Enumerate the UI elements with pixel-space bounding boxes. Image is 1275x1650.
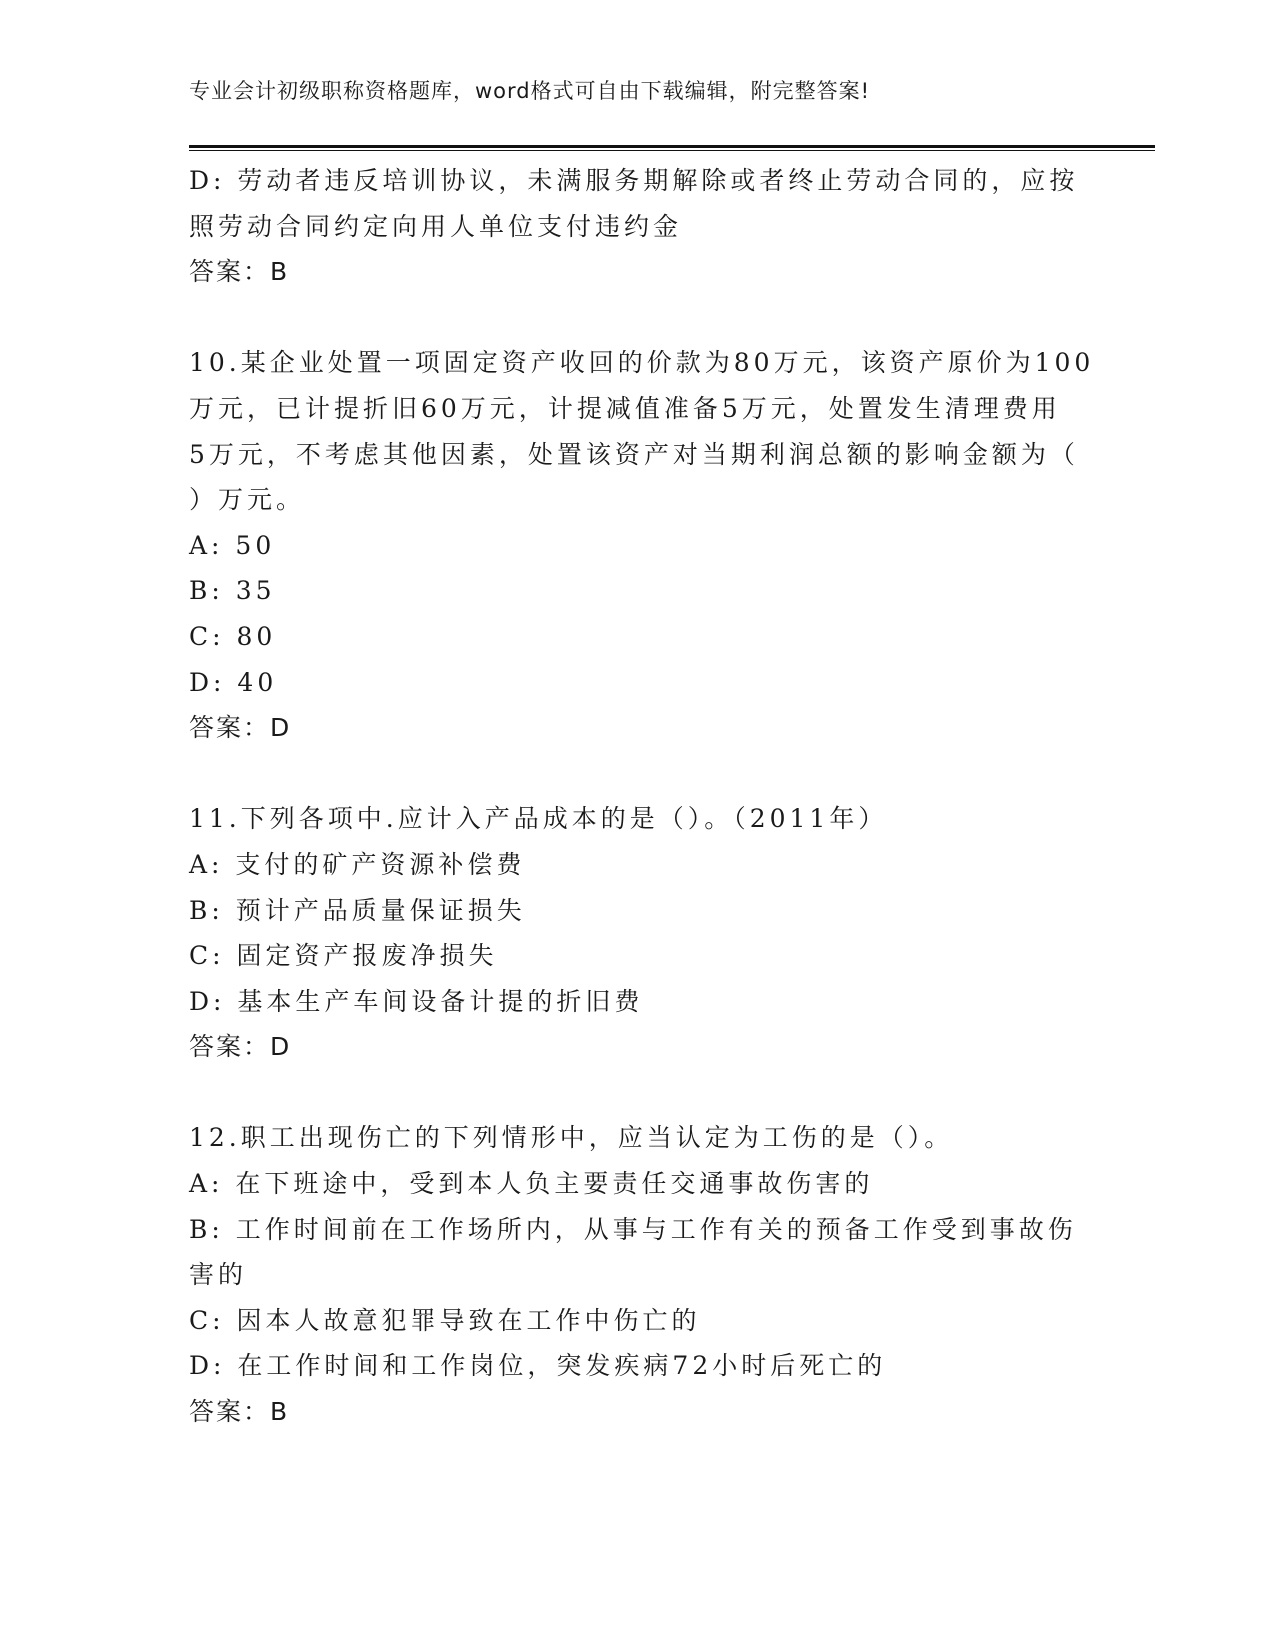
question-stem: 12.职工出现伤亡的下列情形中，应当认定为工伤的是（）。 <box>189 1123 954 1153</box>
option-a: A: 支付的矿产资源补偿费 <box>189 849 526 879</box>
question-stem-line: ）万元。 <box>189 485 306 515</box>
answer: 答案：D <box>189 713 292 743</box>
question-stem-line: 5万元，不考虑其他因素，处置该资产对当期利润总额的影响金额为（ <box>189 439 1079 469</box>
option-d: D: 40 <box>189 667 278 697</box>
question-stem-line: 10.某企业处置一项固定资产收回的价款为80万元，该资产原价为100 <box>189 348 1095 378</box>
answer: 答案：D <box>189 1032 292 1062</box>
option-a: A: 50 <box>189 530 276 560</box>
question-11 <box>189 796 1089 1070</box>
header-divider-thin <box>189 150 1155 151</box>
header-divider <box>189 145 1155 152</box>
option-b: B: 35 <box>189 576 276 606</box>
spacer <box>189 295 1089 341</box>
option-b-line-2: 害的 <box>189 1260 248 1290</box>
question-12 <box>189 1115 1089 1434</box>
answer: 答案：B <box>189 1397 290 1427</box>
option-d-line-1: D: 劳动者违反培训协议，未满服务期解除或者终止劳动合同的，应按 <box>189 166 1079 195</box>
option-d-line-2: 照劳动合同约定向用人单位支付违约金 <box>189 211 683 241</box>
spacer <box>189 1070 1089 1116</box>
spacer <box>189 751 1089 797</box>
option-b: B: 预计产品质量保证损失 <box>189 895 526 925</box>
option-b-line-1: B: 工作时间前在工作场所内，从事与工作有关的预备工作受到事故伤 <box>189 1214 1077 1244</box>
option-c: C: 因本人故意犯罪导致在工作中伤亡的 <box>189 1305 701 1335</box>
answer: 答案：B <box>189 257 290 287</box>
question-10 <box>189 340 1095 750</box>
question-stem: 11.下列各项中.应计入产品成本的是（）。（2011年） <box>189 804 888 834</box>
question-stem-line: 万元，已计提折旧60万元，计提减值准备5万元，处置发生清理费用 <box>189 393 1061 423</box>
header-divider-thick <box>189 145 1155 148</box>
option-d: D: 基本生产车间设备计提的折旧费 <box>189 986 644 1016</box>
question-9-tail <box>189 158 1089 295</box>
option-c: C: 80 <box>189 621 277 651</box>
option-d: D: 在工作时间和工作岗位，突发疾病72小时后死亡的 <box>189 1351 887 1381</box>
page-header: 专业会计初级职称资格题库，word格式可自由下载编辑，附完整答案! <box>189 79 871 103</box>
document-body <box>189 158 1095 1435</box>
option-a: A: 在下班途中，受到本人负主要责任交通事故伤害的 <box>189 1169 874 1199</box>
option-c: C: 固定资产报废净损失 <box>189 941 498 971</box>
